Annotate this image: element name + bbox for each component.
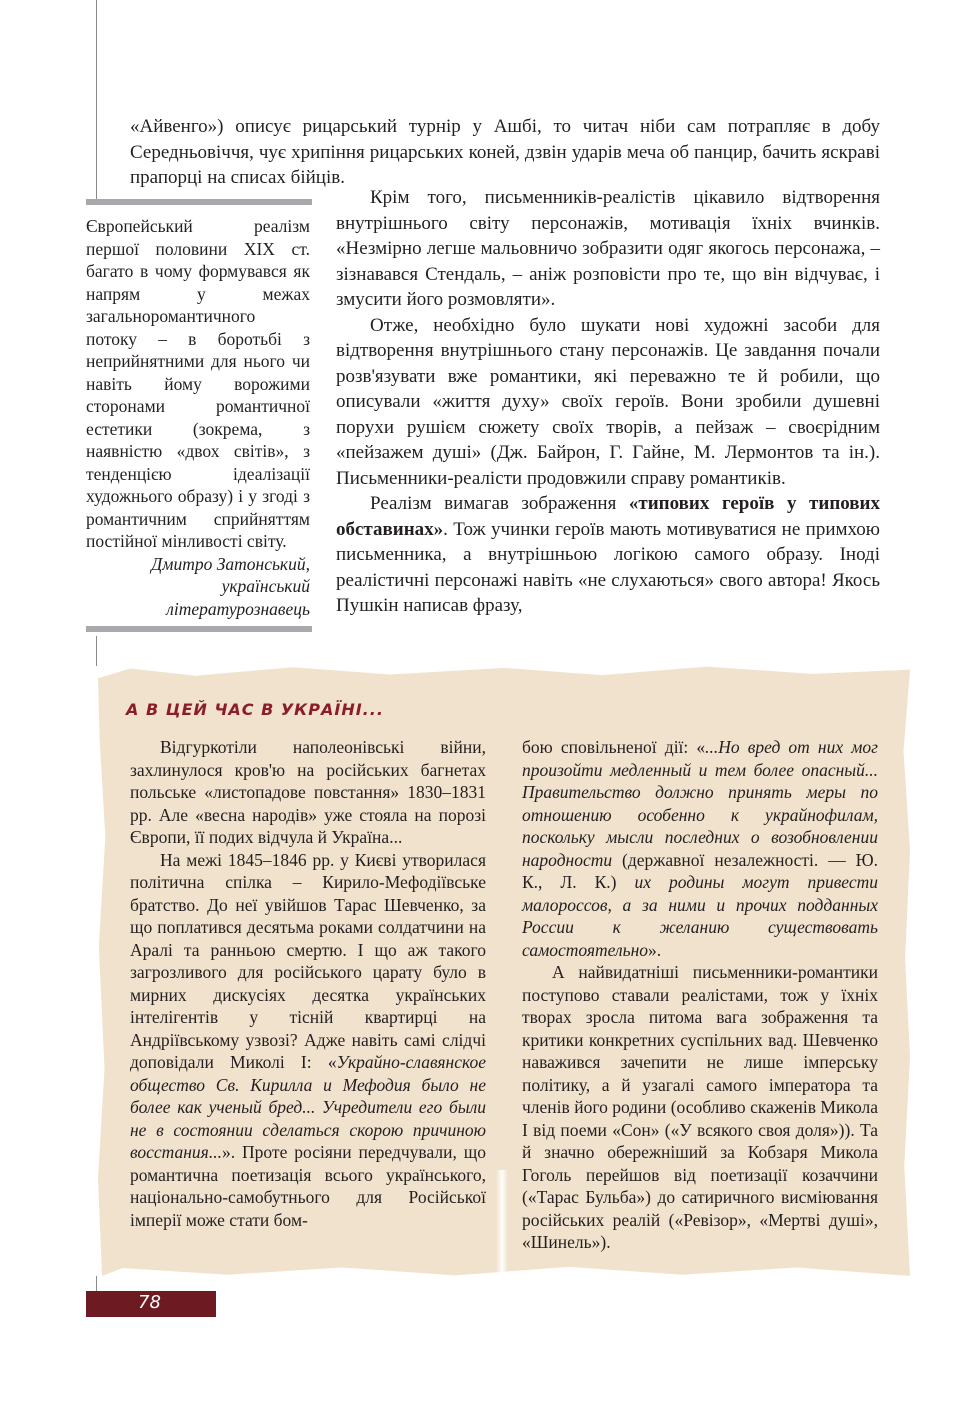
main-paragraph-1: Крім того, письменників-реалістів цікавило відтворення внутрішнього світу персонажів, мотивація їхніх вчинків. «Незмірно легше мальовничо зобразити одяг якогось персонажа, – зізнавався Стендаль, – аніж розповісти про те, що він відчуває, і змусити його розмовляти».: [336, 187, 880, 310]
box-left-p2-tail: ». Проте росіяни передчували, що романтична поетизація всього українського, національно-самобутнього для Російської імперії може стати бом-: [130, 1142, 486, 1230]
sidebar-top-rule: [86, 199, 312, 205]
sidebar-quote: [86, 215, 310, 620]
quote-author-name: Дмитро Затонський,: [151, 553, 310, 574]
box-right-p1-quote-1: ...Но вред от них мог произойти медленный и тем более опасный... Правительство должно принять меры по отношению особенно к украйнофилам, поскольку мысли последних о возобновлении народности: [522, 737, 878, 870]
p3-text-end: . Тож учинки героїв мають мотивуватися не примхою письменника, а внутрішньою логікою самого образу. Іноді реалістичні персонажі навіть «не слухаються» свого автора! Якось Пушкін написав фразу,: [336, 518, 880, 616]
main-paragraph-2: Отже, необхідно було шукати нові художні засоби для відтворення внутрішнього стану персонажів. Це завдання почали розв'язувати вже романтики, які переважно те й робили, що описували «життя духу» своїх героїв. Вони зробили душевні порухи рушієм сюжету своїх творів, а пейзаж – своєрідним «пейзажем душі» (Дж. Байрон, Г. Гайне, М. Лермонтов та ін.). Письменники-реалісти продовжили справу романтиків.: [336, 314, 880, 489]
intro-paragraph: «Айвенго») описує рицарський турнір у Ашбі, то читач ніби сам потрапляє в добу Середньовіччя, чує хрипіння рицарських коней, дзвін ударів меча об панцир, бачить яскраві прапорці на списах бійців.: [130, 116, 880, 188]
p3-bold-term: «типових героїв у типових обставинах»: [336, 493, 880, 540]
box-right-p1-start: бою сповільненої дії: «: [522, 737, 706, 757]
box-left-p2-text: На межі 1845–1846 рр. у Києві утворилася політична спілка – Кирило-Мефодіївське братство. До неї увійшов Тарас Шевченко, за що поплатився десятьма роками солдатчини на Аралі та ранньою смертю. І що аж такого загрозливого для російського царату було в мирних дискусіях десятка українських інтелігентів у тісній квартирці на Андріївському узвозі? Адже навіть самі слідчі доповідали Миколі І: «: [130, 849, 486, 1072]
margin-rule-top: [96, 0, 97, 200]
box-left-paragraph-1: Відгуркотіли наполеонівські війни, захлинулося кров'ю на російських багнетах польське «листопадове повстання» 1830–1831 рр. Але «весна народів» уже стояла на порозі Європи, її подих відчула й Україна...: [130, 737, 486, 847]
page-number-tab: [86, 1291, 216, 1317]
p3-text-start: Реалізм вимагав зображення: [370, 493, 629, 514]
box-right-paragraph-1: [522, 736, 878, 961]
box-fold-crease: [496, 1170, 508, 1280]
history-box-right-column: [522, 736, 878, 1254]
sidebar-bottom-rule: [86, 626, 312, 632]
history-box-left-column: [130, 736, 486, 1231]
history-box-title: А В ЦЕЙ ЧАС В УКРАЇНІ...: [126, 700, 384, 719]
box-right-p1-end: ».: [648, 939, 662, 960]
quote-author-role: український: [221, 576, 310, 596]
box-right-p1-quote-2: их родины могут привести малороссов, а за ними и прочих подданных России к желанию существовать самостоятельно: [522, 872, 878, 960]
main-paragraph-3: [336, 491, 880, 619]
quote-author-profession: літературознавець: [166, 598, 310, 619]
box-right-p1-note: (державної незалежності. — Ю. К., Л. К.): [522, 849, 878, 892]
box-left-paragraph-2: [130, 849, 486, 1232]
margin-rule-middle: [96, 636, 97, 666]
main-column: [336, 185, 880, 619]
box-left-p2-quote: Украйно-славянское общество Св. Кирилла и Мефодия было не более как ученый бред... Учредители его были не в состоянии сделаться скорою причиною восстания...: [130, 1052, 486, 1162]
box-right-paragraph-2: А найвидатніші письменники-романтики поступово ставали реалістами, тож у їхніх творах зросла питома вага зображення та критики конкретних суспільних вад. Шевченко наважився зачепити не лише імперську політику, а й узагалі самого імператора та членів його родини (особливо скаженів Микола І від поеми «Сон» («У всякого своя доля»)). Та й значно обережніший за Кобзаря Микола Гоголь перейшов від поетизації козаччини («Тарас Бульба») до сатиричного висміювання російських реалій («Ревізор», «Мертві душі», «Шинель»).: [522, 962, 878, 1252]
sidebar-quote-text: Європейський реалізм першої половини XIX ст. багато в чому формувався як напрям у межах загальноромантичного потоку – в боротьбі з неприйнятними для нього чи навіть йому ворожими сторонами романтичної естетики (зокрема, з наявністю «двох світів», з тенденцією ідеалізації художнього образу) і у згоді з романтичним сприйняттям постійної мінливості світу.: [86, 216, 310, 551]
page-number: 78: [138, 1292, 161, 1313]
